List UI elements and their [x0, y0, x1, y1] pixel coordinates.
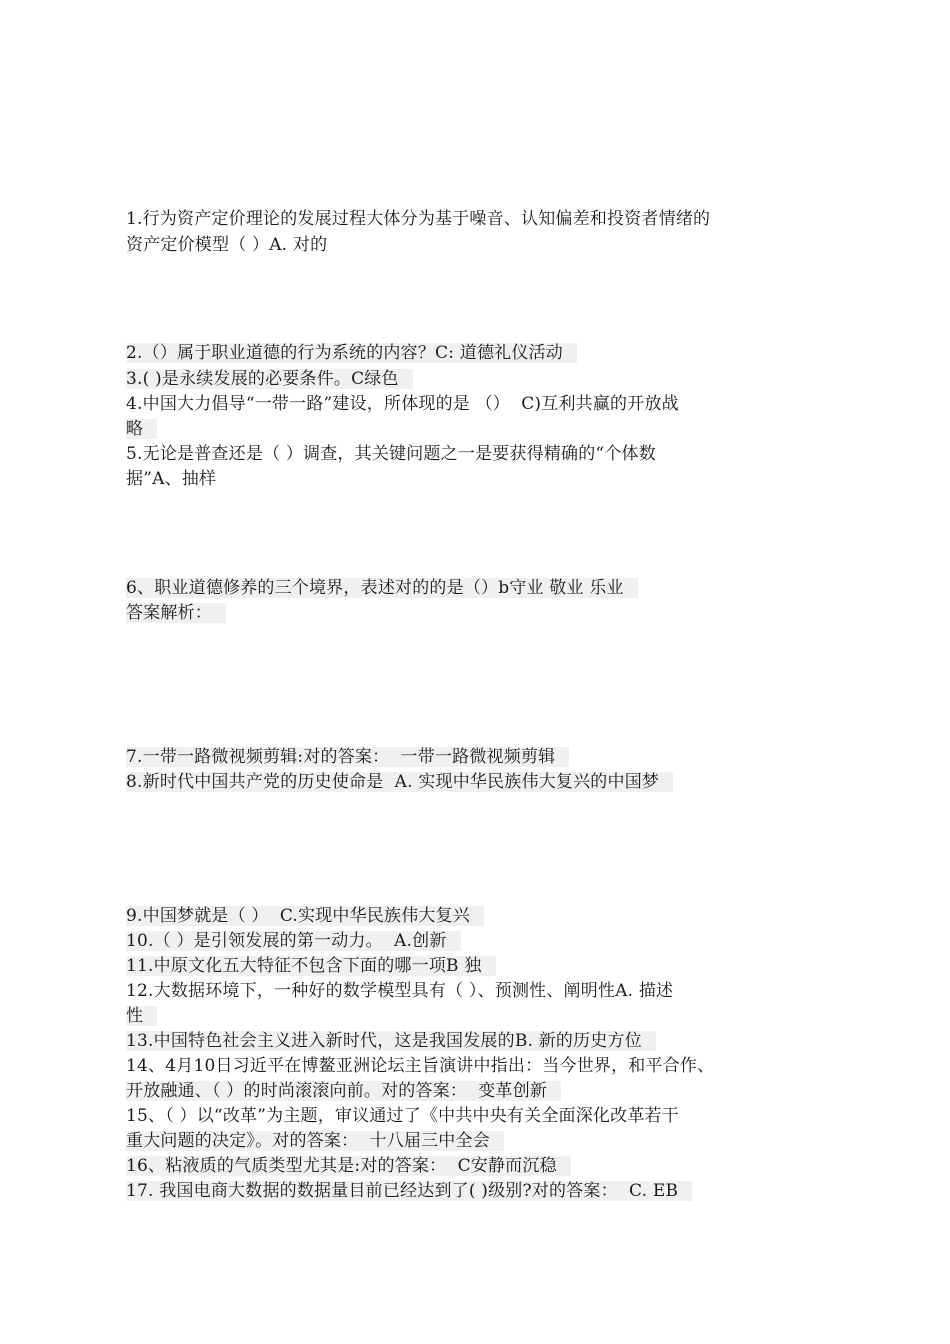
question-12-tail: 性	[126, 1006, 157, 1026]
question-4-tail: 略	[126, 419, 157, 439]
question-9	[126, 904, 484, 929]
question-6	[126, 576, 638, 601]
question-4-line-2	[126, 417, 157, 442]
question-10	[126, 929, 461, 954]
question-16-text: 16、粘液质的气质类型尤其是:对的答案： C安静而沉稳	[126, 1156, 571, 1176]
question-14-line-2	[126, 1079, 561, 1104]
question-13-text: 13.中国特色社会主义进入新时代，这是我国发展的B. 新的历史方位	[126, 1031, 656, 1051]
question-1-line-2: 资产定价模型（ ）A. 对的	[126, 235, 328, 255]
answer-explanation	[126, 601, 226, 626]
question-12-line-1: 12.大数据环境下，一种好的数学模型具有（ ）、预测性、阐明性A. 描述	[126, 981, 674, 1001]
question-10-text: 10.（ ）是引领发展的第一动力。 A.创新	[126, 931, 461, 951]
question-5-line-1: 5.无论是普查还是（ ）调查，其关键问题之一是要获得精确的“个体数	[126, 444, 656, 464]
question-2	[126, 341, 577, 366]
question-5-line-2: 据”A、抽样	[126, 469, 217, 489]
question-7	[126, 745, 569, 770]
question-6-text: 6、职业道德修养的三个境界，表述对的的是（）b守业 敬业 乐业	[126, 578, 638, 598]
question-12-line-2	[126, 1004, 157, 1029]
question-16	[126, 1154, 571, 1179]
question-4-line-1: 4.中国大力倡导“一带一路”建设，所体现的是 （） C)互利共赢的开放战	[126, 394, 679, 414]
question-9-text: 9.中国梦就是（ ） C.实现中华民族伟大复兴	[126, 906, 484, 926]
question-14-tail: 开放融通、（ ）的时尚滚滚向前。对的答案： 变革创新	[126, 1081, 561, 1101]
question-7-text: 7.一带一路微视频剪辑:对的答案： 一带一路微视频剪辑	[126, 747, 569, 767]
question-3-text: 3.( )是永续发展的必要条件。C绿色	[126, 369, 413, 389]
answer-explanation-text: 答案解析：	[126, 603, 226, 623]
question-15-line-2	[126, 1129, 504, 1154]
question-1-line-1: 1.行为资产定价理论的发展过程大体分为基于噪音、认知偏差和投资者情绪的	[126, 209, 711, 229]
question-14-line-1: 14、4月10日习近平在博鳌亚洲论坛主旨演讲中指出：当今世界，和平合作、	[126, 1056, 715, 1076]
question-11-text: 11.中原文化五大特征不包含下面的哪一项B 独	[126, 956, 496, 976]
question-15-tail: 重大问题的决定》。对的答案： 十八届三中全会	[126, 1131, 504, 1151]
question-11	[126, 954, 496, 979]
question-2-text: 2.（）属于职业道德的行为系统的内容？C: 道德礼仪活动	[126, 343, 577, 363]
question-13	[126, 1029, 656, 1054]
question-17-text: 17. 我国电商大数据的数据量目前已经达到了( )级别?对的答案： C. EB	[126, 1181, 692, 1201]
question-8	[126, 770, 673, 795]
question-15-line-1: 15、（ ）以“改革”为主题，审议通过了《中共中央有关全面深化改革若干	[126, 1106, 679, 1126]
question-17	[126, 1179, 692, 1204]
question-8-text: 8.新时代中国共产党的历史使命是 A. 实现中华民族伟大复兴的中国梦	[126, 772, 673, 792]
question-3	[126, 367, 413, 392]
